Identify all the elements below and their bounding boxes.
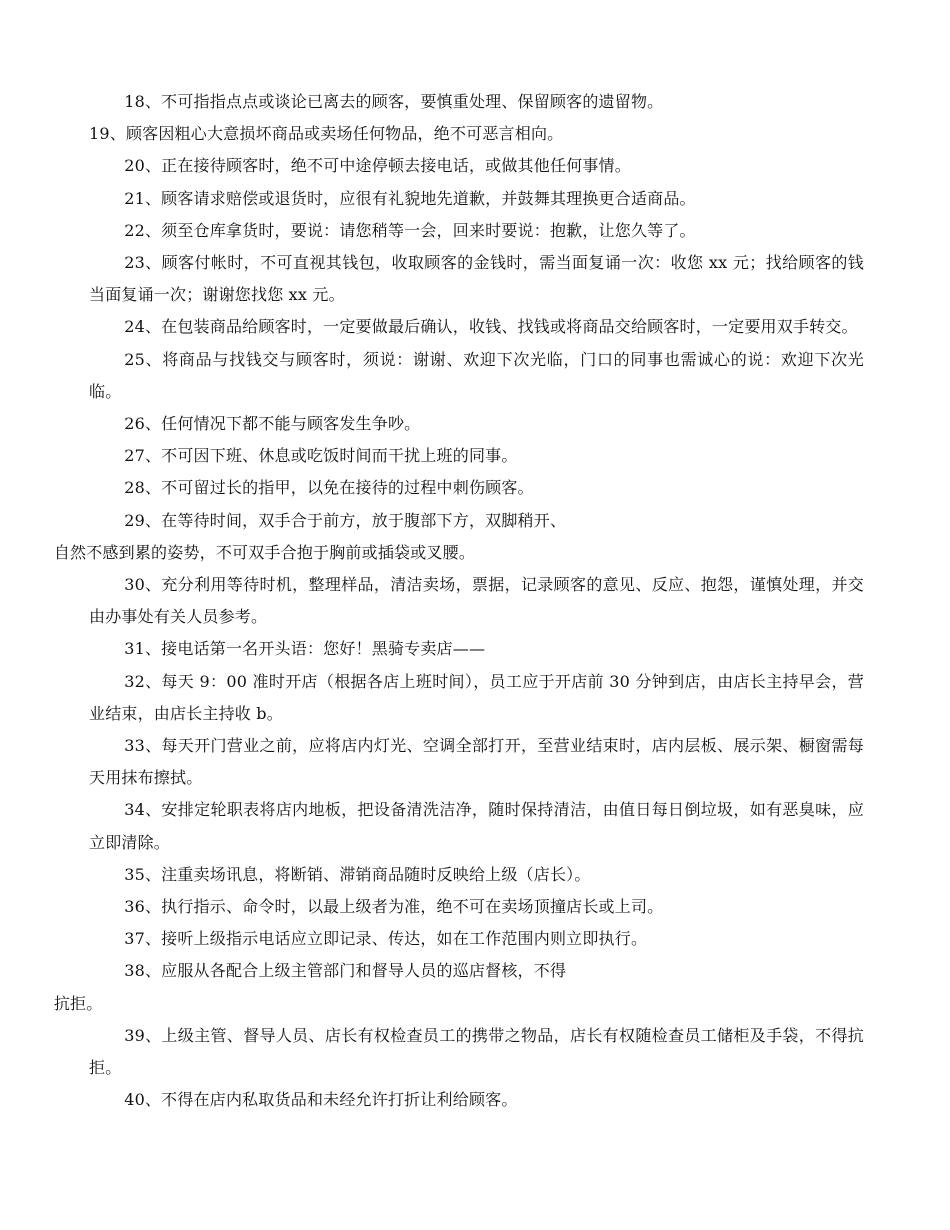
rule-paragraph xyxy=(89,408,864,440)
rule-text-line: 26、任何情况下都不能与顾客发生争吵。 xyxy=(124,414,421,434)
rule-text-line: 29、在等待时间，双手合于前方，放于腹部下方，双脚稍开、 xyxy=(124,510,567,530)
rule-text-line: 39、上级主管、督导人员、店长有权检查员工的携带之物品，店长有权随检查员工储柜及手袋，不得抗拒。 xyxy=(89,1025,864,1078)
rule-paragraph xyxy=(89,923,864,955)
rule-text-line: 18、不可指指点点或谈论已离去的顾客，要慎重处理、保留顾客的遗留物。 xyxy=(124,92,664,111)
rule-text-line: 36、执行指示、命令时，以最上级者为准，绝不可在卖场顶撞店长或上司。 xyxy=(124,897,664,917)
rule-paragraph xyxy=(89,859,864,891)
rule-text-line: 22、须至仓库拿货时，要说：请您稍等一会，回来时要说：抱歉，让您久等了。 xyxy=(124,220,696,240)
rule-text-line: 31、接电话第一名开头语：您好！黑骑专卖店—— xyxy=(124,639,486,659)
rule-paragraph xyxy=(89,633,864,665)
rule-paragraph xyxy=(89,1020,864,1084)
rule-paragraph xyxy=(89,86,864,118)
rule-paragraph xyxy=(89,215,864,247)
rule-paragraph xyxy=(89,569,864,633)
rule-paragraph xyxy=(89,440,864,472)
rule-text-line: 32、每天 9：00 准时开店（根据各店上班时间），员工应于开店前 30 分钟到店，由店长主持早会，营业结束，由店长主持收 b。 xyxy=(89,671,864,723)
rule-text-line: 自然不感到累的姿势，不可双手合抱于胸前或插袋或叉腰。 xyxy=(53,542,476,562)
rule-paragraph xyxy=(89,666,864,730)
document-body xyxy=(53,86,864,1117)
rule-paragraph xyxy=(89,247,864,311)
rule-text-line: 40、不得在店内私取货品和未经允许打折让利给顾客。 xyxy=(124,1090,518,1110)
rule-text-line: 34、安排定轮职表将店内地板，把设备清洗洁净，随时保持清洁，由值日每日倒垃圾，如有恶臭味，应立即清除。 xyxy=(89,800,864,852)
rule-text-line: 38、应服从各配合上级主管部门和督导人员的巡店督核，不得 xyxy=(124,961,567,981)
rule-text-line: 35、注重卖场讯息，将断销、滞销商品随时反映给上级（店长）。 xyxy=(124,864,591,884)
rule-paragraph xyxy=(89,472,864,504)
rule-paragraph xyxy=(53,505,864,569)
rule-paragraph xyxy=(89,344,864,408)
rule-text-line: 20、正在接待顾客时，绝不可中途停顿去接电话，或做其他任何事情。 xyxy=(124,156,631,176)
rule-text-line: 27、不可因下班、休息或吃饭时间而干扰上班的同事。 xyxy=(124,446,518,466)
rule-text-line: 19、顾客因粗心大意损坏商品或卖场任何物品，绝不可恶言相向。 xyxy=(89,124,564,144)
rule-text-line: 33、每天开门营业之前，应将店内灯光、空调全部打开，至营业结束时，店内层板、展示架、橱窗需每天用抹布擦拭。 xyxy=(89,736,864,788)
rule-text-line: 24、在包装商品给顾客时，一定要做最后确认，收钱、找钱或将商品交给顾客时，一定要用双手转交。 xyxy=(124,317,858,337)
rule-paragraph xyxy=(89,1084,864,1116)
rule-paragraph xyxy=(89,891,864,923)
rule-text-line: 抗拒。 xyxy=(53,993,103,1013)
rule-text-line: 30、充分利用等待时机，整理样品，清洁卖场，票据，记录顾客的意见、反应、抱怨，谨慎处理，并交由办事处有关人员参考。 xyxy=(89,575,864,627)
rule-paragraph xyxy=(89,118,864,150)
rule-text-line: 23、顾客付帐时，不可直视其钱包，收取顾客的金钱时，需当面复诵一次：收您 xx 元；找给顾客的钱当面复诵一次；谢谢您找您 xx 元。 xyxy=(89,253,864,305)
rule-text-line: 28、不可留过长的指甲，以免在接待的过程中刺伤顾客。 xyxy=(124,478,534,498)
rule-paragraph xyxy=(89,794,864,858)
rule-paragraph xyxy=(89,150,864,182)
rule-paragraph xyxy=(53,955,864,1019)
rule-paragraph xyxy=(89,311,864,343)
rule-paragraph xyxy=(89,730,864,794)
rule-text-line: 21、顾客请求赔偿或退货时，应很有礼貌地先道歉，并鼓舞其理换更合适商品。 xyxy=(124,188,696,208)
rule-text-line: 37、接听上级指示电话应立即记录、传达，如在工作范围内则立即执行。 xyxy=(124,929,648,949)
rule-text-line: 25、将商品与找钱交与顾客时，须说：谢谢、欢迎下次光临，门口的同事也需诚心的说：欢迎下次光临。 xyxy=(89,349,864,401)
rule-paragraph xyxy=(89,183,864,215)
